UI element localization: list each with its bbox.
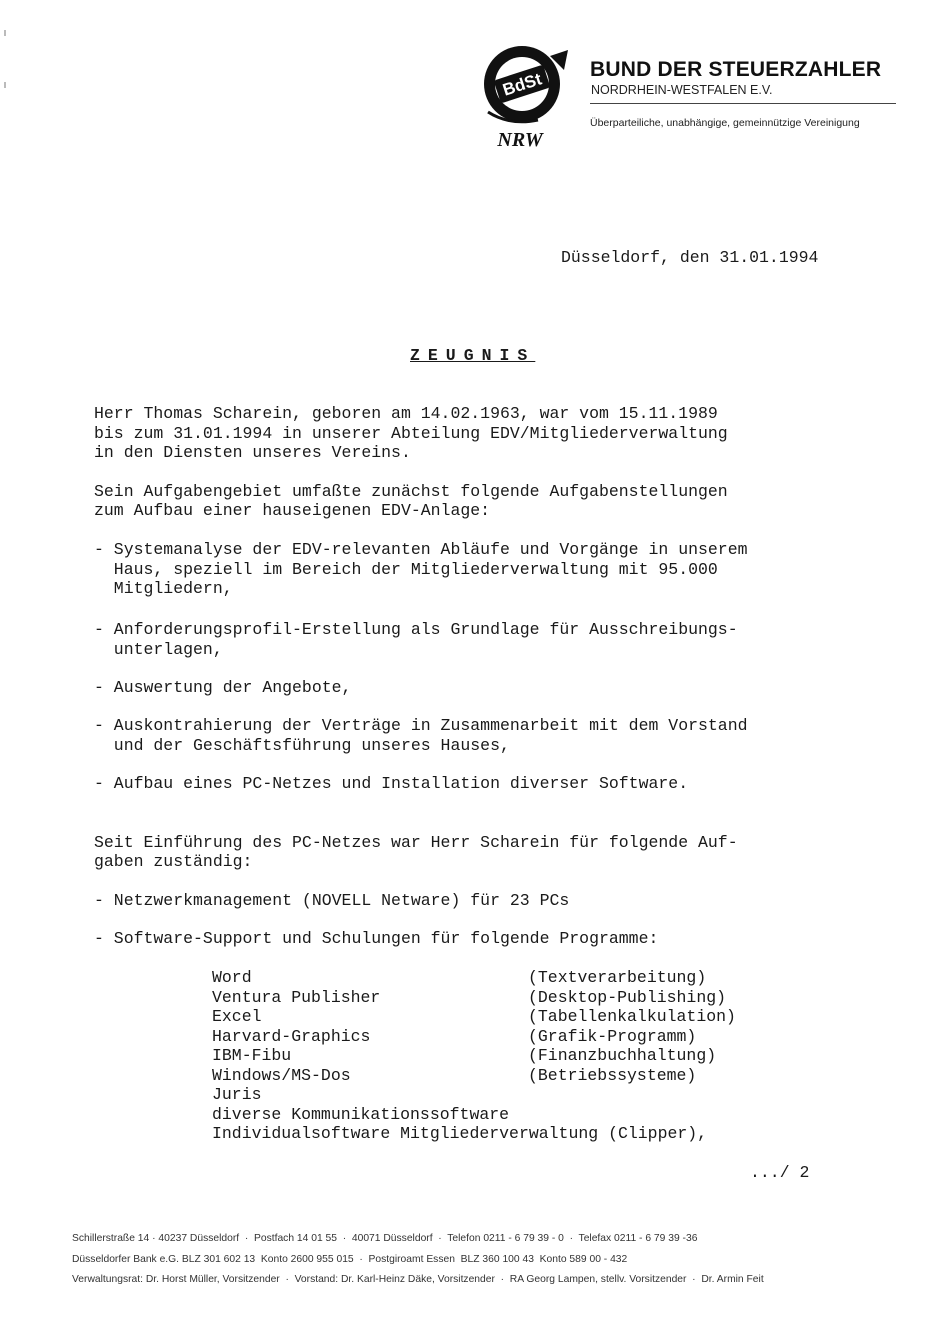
organization-name: BUND DER STEUERZAHLER: [590, 58, 882, 81]
intro-line: Herr Thomas Scharein, geboren am 14.02.1963, war vom 15.11.1989: [94, 404, 718, 423]
program-name: diverse Kommunikationssoftware: [212, 1105, 510, 1124]
program-description: (Finanzbuchhaltung): [528, 1046, 717, 1065]
program-name: Juris: [212, 1085, 262, 1104]
footer-bank: Düsseldorfer Bank e.G. BLZ 301 602 13 Konto 2600 955 015 · Postgiroamt Essen BLZ 360 100 43 Konto 589 00 - 432: [72, 1254, 628, 1265]
intro-line: in den Diensten unseres Vereins.: [94, 443, 411, 462]
logo-region: NRW: [497, 129, 543, 151]
program-name: Windows/MS-Dos: [212, 1066, 351, 1085]
duty-item: - Software-Support und Schulungen für folgende Programme:: [94, 929, 659, 948]
program-description: (Grafik-Programm): [528, 1027, 697, 1046]
task-item: - Anforderungsprofil-Erstellung als Grundlage für Ausschreibungs- unterlagen,: [94, 620, 738, 659]
tasks-intro-line: Sein Aufgabengebiet umfaßte zunächst folgende Aufgabenstellungen: [94, 482, 728, 501]
program-name: Excel: [212, 1007, 262, 1026]
program-name: Word: [212, 968, 252, 987]
tasks-intro-line: zum Aufbau einer hauseigenen EDV-Anlage:: [94, 501, 491, 520]
page-continuation: .../ 2: [750, 1163, 810, 1182]
document-title: ZEUGNIS: [410, 346, 536, 365]
duties-intro-line: Seit Einführung des PC-Netzes war Herr Scharein für folgende Auf-: [94, 833, 738, 852]
duty-item: - Netzwerkmanagement (NOVELL Netware) für 23 PCs: [94, 891, 570, 910]
program-name: Harvard-Graphics: [212, 1027, 371, 1046]
footer-address: Schillerstraße 14 · 40237 Düsseldorf · Postfach 14 01 55 · 40071 Düsseldorf · Telefon 0211 - 6 79 39 - 0 · Telefax 0211 - 6 79 39 -36: [72, 1233, 698, 1244]
organization-subtitle: NORDRHEIN-WESTFALEN E.V.: [591, 83, 773, 97]
intro-line: bis zum 31.01.1994 in unserer Abteilung EDV/Mitgliederverwaltung: [94, 424, 728, 443]
program-description: (Desktop-Publishing): [528, 988, 727, 1007]
task-item: - Aufbau eines PC-Netzes und Installation diverser Software.: [94, 774, 689, 793]
program-name: Individualsoftware Mitgliederverwaltung (Clipper),: [212, 1124, 708, 1143]
logo-text: BdSt: [500, 69, 544, 100]
organization-tagline: Überparteiliche, unabhängige, gemeinnützige Vereinigung: [590, 117, 860, 129]
task-item: - Auskontrahierung der Verträge in Zusammenarbeit mit dem Vorstand und der Geschäftsführung unseres Hauses,: [94, 716, 748, 755]
task-item: - Systemanalyse der EDV-relevanten Abläufe und Vorgänge in unserem Haus, speziell im Bereich der Mitgliederverwaltung mit 95.000 Mitgliedern,: [94, 540, 748, 598]
footer-board: Verwaltungsrat: Dr. Horst Müller, Vorsitzender · Vorstand: Dr. Karl-Heinz Däke, Vorsitzender · RA Georg Lampen, stellv. Vorsitzender · Dr. Armin Feit: [72, 1274, 764, 1285]
duties-intro-line: gaben zuständig:: [94, 852, 253, 871]
program-description: (Betriebssysteme): [528, 1066, 697, 1085]
scan-edge-mark: [4, 30, 6, 36]
letterhead-divider: [590, 103, 896, 104]
date-line: Düsseldorf, den 31.01.1994: [561, 248, 819, 267]
program-name: Ventura Publisher: [212, 988, 381, 1007]
scan-edge-mark: [4, 82, 6, 88]
program-name: IBM-Fibu: [212, 1046, 292, 1065]
task-item: - Auswertung der Angebote,: [94, 678, 352, 697]
program-description: (Tabellenkalkulation): [528, 1007, 736, 1026]
bdst-logo-icon: [480, 42, 572, 152]
program-description: (Textverarbeitung): [528, 968, 707, 987]
